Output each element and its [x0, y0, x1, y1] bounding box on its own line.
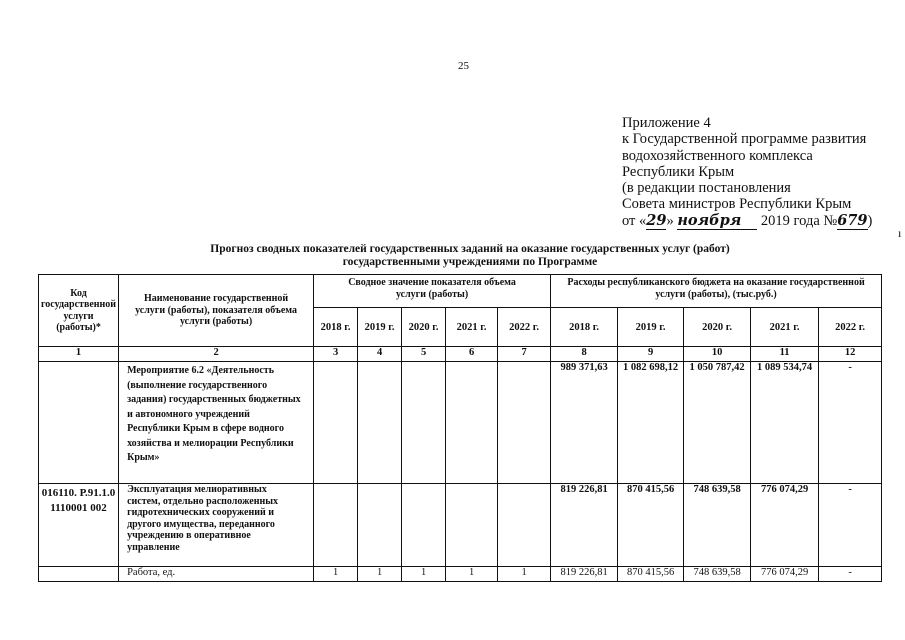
table-row [39, 567, 882, 582]
row-expense: - [819, 362, 882, 484]
row-volume: 1 [446, 567, 498, 582]
title-line-2: государственными учреждениями по Программе [342, 256, 598, 268]
header-code: Код государственной услуги (работы)* [39, 275, 119, 347]
date-close: ) [867, 212, 873, 229]
row-name: Работа, ед. [119, 567, 314, 582]
date-number: 679 [837, 211, 868, 229]
row-volume: 1 [498, 567, 551, 582]
table-row [39, 362, 882, 484]
column-number: 4 [358, 347, 402, 362]
row-expense: - [819, 484, 882, 567]
date-mid: » [666, 212, 678, 229]
header-year: 2022 г. [819, 308, 882, 347]
column-number: 9 [618, 347, 684, 362]
row-name: Эксплуатация мелиоративных систем, отдельно расположенных гидротехнических сооружений и другого имущества, переданного учреждению в оперативное управление [119, 484, 314, 567]
row-volume: 1 [358, 567, 402, 582]
header-year: 2019 г. [618, 308, 684, 347]
appendix-date-line [622, 213, 872, 229]
date-prefix: от « [622, 212, 647, 229]
header-year: 2018 г. [314, 308, 358, 347]
header-year: 2021 г. [751, 308, 819, 347]
row-expense: 776 074,29 [751, 567, 819, 582]
row-expense: 1 089 534,74 [751, 362, 819, 484]
header-year: 2020 г. [402, 308, 446, 347]
row-expense: 819 226,81 [551, 567, 618, 582]
row-volume [314, 362, 358, 484]
row-volume [358, 362, 402, 484]
document-title [150, 243, 790, 269]
row-expense: 748 639,58 [684, 484, 751, 567]
row-expense: 870 415,56 [618, 567, 684, 582]
column-number: 11 [751, 347, 819, 362]
column-number: 2 [119, 347, 314, 362]
row-code [39, 362, 119, 484]
row-expense: 819 226,81 [551, 484, 618, 567]
column-number: 3 [314, 347, 358, 362]
header-row [39, 275, 882, 308]
side-mark: ı [898, 226, 902, 240]
column-number: 1 [39, 347, 119, 362]
column-numbers-row [39, 347, 882, 362]
header-expense-group: Расходы республиканского бюджета на оказание государственной услуги (работы), (тыс.руб.) [551, 275, 882, 308]
date-suffix: 2019 года № [757, 212, 838, 229]
row-volume [446, 484, 498, 567]
indicators-table [38, 274, 882, 582]
title-line-1: Прогноз сводных показателей государственных заданий на оказание государственных услуг (работ) [210, 243, 730, 255]
row-volume [402, 484, 446, 567]
date-day: 29 [646, 211, 667, 229]
header-year: 2020 г. [684, 308, 751, 347]
row-code: 016110. Р.91.1.0 1110001 002 [39, 484, 119, 567]
row-volume: 1 [402, 567, 446, 582]
row-volume [498, 484, 551, 567]
appendix-line: Совета министров Республики Крым [622, 196, 852, 213]
header-year: 2022 г. [498, 308, 551, 347]
row-expense: 870 415,56 [618, 484, 684, 567]
row-volume [498, 362, 551, 484]
appendix-line: к Государственной программе развития [622, 131, 867, 148]
column-number: 5 [402, 347, 446, 362]
appendix-block [622, 115, 872, 229]
row-name: Мероприятие 6.2 «Деятельность (выполнение государственного задания) государственных бюджетных и автономного учреждений Республики Крым в сфере водного хозяйства и мелиорации Республики Крым» [119, 362, 314, 484]
column-number: 7 [498, 347, 551, 362]
table-row [39, 484, 882, 567]
row-expense: - [819, 567, 882, 582]
row-expense: 748 639,58 [684, 567, 751, 582]
appendix-line: водохозяйственного комплекса [622, 147, 813, 164]
row-code [39, 567, 119, 582]
column-number: 8 [551, 347, 618, 362]
date-month: ноября [677, 212, 757, 230]
header-name: Наименование государственной услуги (работы), показателя объема услуги (работы) [119, 275, 314, 347]
appendix-line: (в редакции постановления [622, 180, 791, 197]
row-expense: 1 082 698,12 [618, 362, 684, 484]
row-volume [446, 362, 498, 484]
appendix-line: Приложение 4 [622, 115, 711, 131]
row-volume [402, 362, 446, 484]
row-expense: 989 371,63 [551, 362, 618, 484]
page-number: 25 [458, 60, 469, 72]
header-volume-group: Сводное значение показателя объема услуги (работы) [314, 275, 551, 308]
column-number: 12 [819, 347, 882, 362]
header-year: 2021 г. [446, 308, 498, 347]
header-year: 2019 г. [358, 308, 402, 347]
column-number: 10 [684, 347, 751, 362]
header-year: 2018 г. [551, 308, 618, 347]
row-expense: 1 050 787,42 [684, 362, 751, 484]
row-expense: 776 074,29 [751, 484, 819, 567]
row-volume: 1 [314, 567, 358, 582]
appendix-line: Республики Крым [622, 163, 735, 180]
row-volume [314, 484, 358, 567]
row-volume [358, 484, 402, 567]
column-number: 6 [446, 347, 498, 362]
